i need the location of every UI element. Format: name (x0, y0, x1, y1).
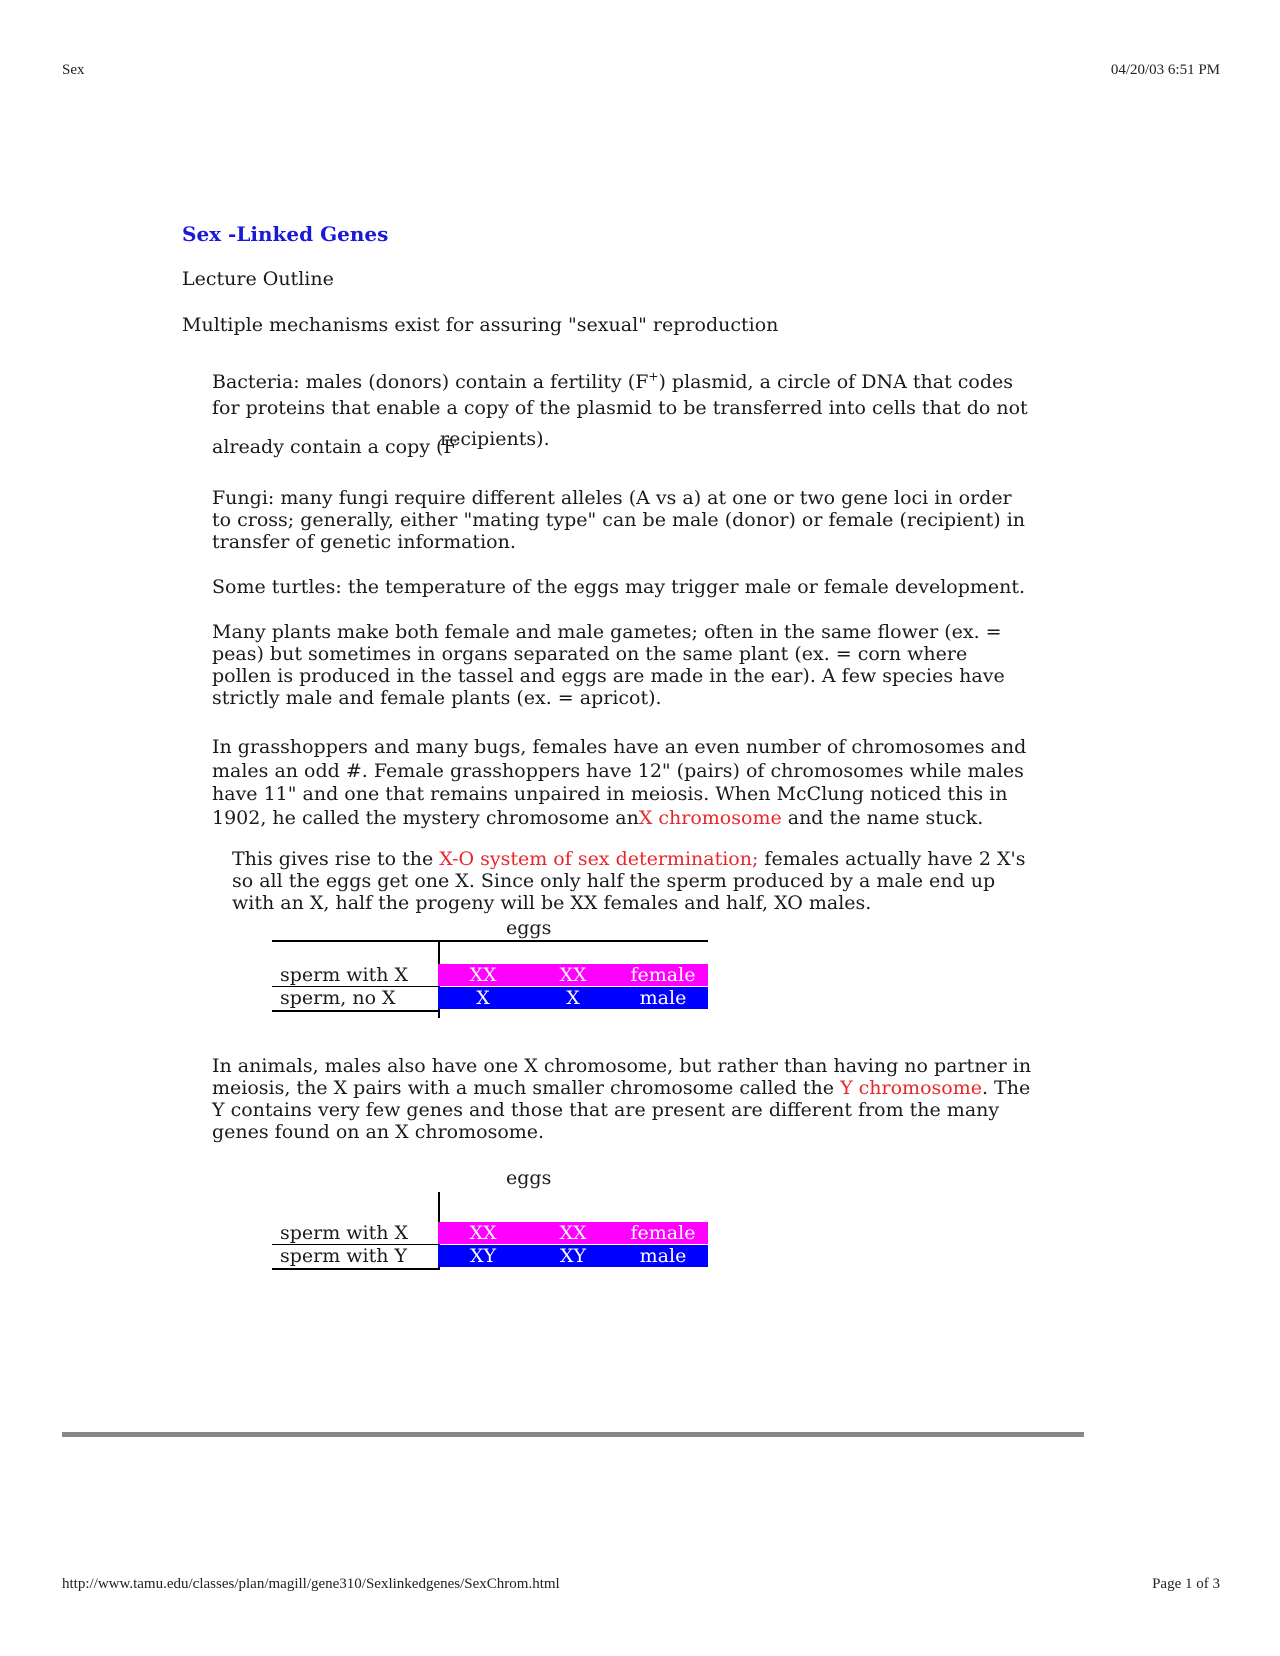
x-chromosome-term: X chromosome (638, 806, 782, 829)
table1-cell: XX (469, 964, 497, 986)
punnett-table-xo (272, 940, 708, 1020)
bacteria-overlap-text: recipients). (440, 428, 550, 450)
table1-row-label: sperm with X (280, 964, 409, 986)
animals-text-end: . The Y contains very few genes and those that are present are different from the many genes found on an X chromosome. (212, 1077, 1031, 1143)
bacteria-paragraph (212, 369, 1032, 421)
plants-paragraph: Many plants make both female and male gametes; often in the same flower (ex. = peas) but sometimes in organs separated on the same plant (ex. = corn where pollen is produced in the tassel and eggs are made in the ear). A few species have strictly male and female plants (ex. = apricot). (212, 621, 1005, 709)
footer-page-number: Page 1 of 3 (1152, 1576, 1220, 1592)
table1-bottom-rule (272, 1010, 438, 1012)
y-chromosome-term: Y chromosome (840, 1077, 982, 1099)
table2-cell: male (639, 1245, 687, 1267)
page-title: Sex -Linked Genes (182, 222, 389, 246)
table2-cell: XY (469, 1245, 497, 1267)
table2-row-sperm-x (272, 1222, 708, 1244)
female-cells (438, 1222, 708, 1244)
table1-cell: female (630, 964, 696, 986)
punnett-table-xy (272, 1192, 708, 1272)
f-plus-superscript: + (648, 369, 659, 384)
xo-text-start: This gives rise to the (232, 848, 440, 870)
grasshoppers-text: In grasshoppers and many bugs, females have an even number of chromosomes and males an odd #. Female grasshoppers have 12" (pairs) of chromosomes while males have 11" and one that remains unpaired in meiosis. When McClung noticed this in 1902, he called the mystery chromosome an (212, 736, 1027, 829)
table2-cell: female (630, 1222, 696, 1244)
animals-paragraph (212, 1055, 1042, 1143)
table1-top-rule (272, 940, 708, 942)
table1-cell: X (476, 987, 490, 1009)
table1-cell: X (566, 987, 580, 1009)
table2-cell: XX (469, 1222, 497, 1244)
table2-eggs-label: eggs (506, 1167, 552, 1189)
bacteria-line3: already contain a copy (F (212, 436, 457, 458)
xo-text-end: females actually have 2 X's so all the eggs get one X. Since only half the sperm produced by a male end up with an X, half the progeny will be XX females and half, XO males. (232, 848, 1026, 914)
table1-cell: male (639, 987, 687, 1009)
male-cells (438, 1245, 708, 1267)
table2-bottom-rule (272, 1268, 438, 1270)
female-cells (438, 964, 708, 986)
male-cells (438, 987, 708, 1009)
table2-row-label: sperm with Y (280, 1245, 408, 1267)
animals-text-start: In animals, males also have one X chromosome, but rather than having no partner in meiosis, the X pairs with a much smaller chromosome called the (212, 1055, 1032, 1099)
bacteria-line1-b: ) plasmid, a circle of DNA that codes (658, 371, 1013, 393)
table1-row-sperm-no-x (272, 987, 708, 1009)
table2-cell: XX (559, 1222, 587, 1244)
table1-eggs-label: eggs (506, 917, 552, 939)
bacteria-line2: for proteins that enable a copy of the plasmid to be transferred into cells that do not (212, 397, 1028, 419)
xo-system-term: X-O system of sex determination; (439, 848, 759, 870)
header-page-title: Sex (62, 62, 85, 78)
table1-row-label: sperm, no X (280, 987, 396, 1009)
table2-cell: XY (559, 1245, 587, 1267)
table1-cell: XX (559, 964, 587, 986)
grasshoppers-paragraph (212, 736, 1032, 830)
bacteria-line1-a: Bacteria: males (donors) contain a fertility (F (212, 371, 649, 393)
table2-row-label: sperm with X (280, 1222, 409, 1244)
intro-paragraph: Multiple mechanisms exist for assuring "sexual" reproduction (182, 314, 779, 336)
footer-url: http://www.tamu.edu/classes/plan/magill/gene310/Sexlinkedgenes/SexChrom.html (62, 1576, 560, 1592)
horizontal-rule (62, 1432, 1084, 1437)
grasshoppers-text-end: and the name stuck. (781, 806, 984, 829)
table1-row-sperm-x (272, 964, 708, 986)
lecture-outline-label: Lecture Outline (182, 268, 334, 290)
turtles-paragraph: Some turtles: the temperature of the eggs may trigger male or female development. (212, 576, 1026, 598)
table2-row-sperm-y (272, 1245, 708, 1267)
xo-system-paragraph (232, 848, 1032, 914)
header-datetime: 04/20/03 6:51 PM (1110, 62, 1220, 78)
fungi-paragraph: Fungi: many fungi require different alleles (A vs a) at one or two gene loci in order to cross; generally, either "mating type" can be male (donor) or female (recipient) in transfer of genetic information. (212, 487, 1026, 553)
